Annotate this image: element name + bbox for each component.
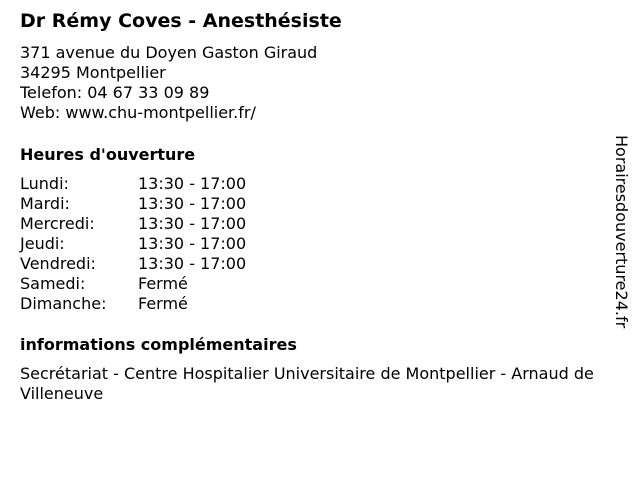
hours-table (20, 174, 280, 314)
hours-row-tuesday (20, 194, 280, 214)
day-label: Samedi: (20, 274, 86, 293)
day-hours: Fermé (138, 274, 188, 293)
day-label: Lundi: (20, 174, 69, 193)
info-text: Secrétariat - Centre Hospitalier Universitaire de Montpellier - Arnaud de Villeneuve (20, 364, 594, 403)
day-label: Dimanche: (20, 294, 107, 313)
address-city: 34295 Montpellier (20, 63, 166, 82)
hours-row-saturday (20, 274, 280, 294)
page-title: Dr Rémy Coves - Anesthésiste (20, 10, 342, 32)
hours-row-sunday (20, 294, 280, 314)
day-hours: Fermé (138, 294, 188, 313)
day-hours: 13:30 - 17:00 (138, 214, 247, 233)
website-link[interactable]: Web: www.chu-montpellier.fr/ (20, 103, 256, 122)
phone-number[interactable]: Telefon: 04 67 33 09 89 (20, 83, 210, 102)
hours-heading: Heures d'ouverture (20, 145, 196, 164)
day-hours: 13:30 - 17:00 (138, 234, 247, 253)
hours-row-wednesday (20, 214, 280, 234)
info-heading: informations complémentaires (20, 335, 297, 354)
day-hours: 13:30 - 17:00 (138, 254, 247, 273)
hours-row-monday (20, 174, 280, 194)
hours-row-friday (20, 254, 280, 274)
day-hours: 13:30 - 17:00 (138, 174, 247, 193)
site-watermark: Horairesdouverture24.fr (612, 135, 631, 329)
address-street: 371 avenue du Doyen Gaston Giraud (20, 43, 318, 62)
hours-row-thursday (20, 234, 280, 254)
day-hours: 13:30 - 17:00 (138, 194, 247, 213)
day-label: Jeudi: (20, 234, 65, 253)
day-label: Mercredi: (20, 214, 95, 233)
day-label: Vendredi: (20, 254, 96, 273)
address-block (20, 43, 317, 123)
day-label: Mardi: (20, 194, 70, 213)
